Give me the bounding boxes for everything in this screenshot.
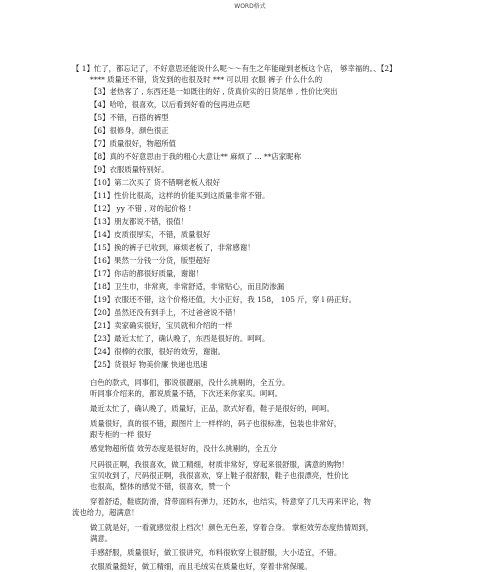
list-item: 【16】果然一分钱一分货，版型超好 [90, 256, 211, 265]
list-item: 【24】很棒的衣服，很好的效劳，谢谢。 [90, 347, 226, 356]
review-line: 衣服质量挺好，做工精细，而且毛绒实在质量也好，穿着非常保暖。 [90, 562, 312, 571]
list-item: 【4】哈哈，很喜欢，以后看到好看的包再进点吧 [90, 100, 250, 109]
list-item: 【8】真的不好意思由于我的粗心大意让** 麻烦了 ... **店家昵称 [90, 152, 301, 161]
list-item: 【14】皮质很厚实，不错，质量很好 [90, 230, 211, 239]
list-item: 【7】质量很好，物超所值 [90, 139, 177, 148]
list-item: 【5】不错，百搭的裤型 [90, 113, 169, 122]
list-item: 【23】最近太忙了，确认晚了，东西是很好的。呵呵。 [90, 334, 270, 343]
review-line: 也很高，整体的感觉不错，很喜欢，赞一个 [90, 482, 231, 491]
review-line: 做工就是好，一看就感觉很上档次！颜色无色差，穿着合身。 掌柜效劳态度热情周到， [90, 523, 374, 532]
review-line: 听同事介绍来的，都说质量不错，下次还来你家买。呵呵。 [90, 389, 283, 398]
list-item: 【19】衣服还不错，这个价格还值，大小正好，我 158， 105 斤，穿 l 码正好。 [90, 295, 357, 304]
review-line: 尺码很正啊，我很喜欢，做工精细，材质非常好，穿起来很舒服，满意的购物！ [90, 460, 349, 469]
review-line: 质量很好，真的很不错，跟图片上一样样的，码子也很标准，包装也非常好， [90, 419, 342, 428]
list-item: 【3】老热客了 , 东西还是一如既往的好 , 货真价实的日货尾单 , 性价比突出 [90, 87, 338, 96]
review-line: 流也给力，超满意！ [72, 508, 139, 517]
list-item: 【10】第二次买了 货不错啊老板人很好 [90, 178, 221, 187]
list-item: 【11】性价比很高，这样的价能买到这质量非常不错。 [90, 191, 270, 200]
list-item: 【15】换的裤子已收到，麻烦老板了，非常感谢！ [90, 243, 255, 252]
list-item: 【18】卫生巾，非常爽，非常舒适，非常贴心，而且防渗漏 [90, 282, 285, 291]
review-line: 白色的款式，同事们，都说很靓丽，没什么挑剔的，全五分。 [90, 378, 290, 387]
list-item: 【20】虽然还没有到手上，不过爸爸说不错！ [90, 308, 240, 317]
list-item: 【6】很修身，颜色很正 [90, 126, 169, 135]
list-item: 【12】 yy 不错 , 对的起价格 ! [90, 204, 192, 213]
review-line: 手感舒服，质量很好，做工很讲究，布料很软穿上很舒服，大小适宜，不错。 [90, 548, 342, 557]
list-item: 【9】衣服质量特别好。 [90, 165, 169, 174]
list-item: 【17】你店的都很好质量，谢谢！ [90, 269, 203, 278]
review-line: 穿着舒适，鞋底防滑，背带面料有弹力，还防水，也结实，特意穿了几天再来评论，物 [90, 497, 371, 506]
review-line: 宝贝收到了，尺码很正啊，我很喜欢，穿上鞋子很舒服，鞋子也很漂亮，性价比 [90, 471, 349, 480]
review-line: 感觉物超所值 效劳态度是很好的，没什么挑剔的，全五分 [90, 444, 278, 453]
review-line: 跟专柜的一样 很好 [90, 430, 152, 439]
intro-line-2: **** 质量还不错，货发到的也很及时 *** 可以用 衣服 裤子 什么什么的 [90, 75, 323, 84]
list-item: 【13】朋友都说不错，很值！ [90, 217, 189, 226]
page-header: WORD格式 [234, 3, 266, 10]
review-line: 最近太忙了，确认晚了，质量好，正品，款式好看，鞋子是很好的，呵呵。 [90, 404, 334, 413]
review-line: 满意。 [90, 534, 113, 543]
intro-line-1: 【 1】忙了，都忘记了，不好意思还能说什么呢～～有生之年能碰到老板这个店， 够幸福的。、【2】 [72, 64, 397, 73]
list-item: 【25】货很好 物美价廉 快递也迅速 [90, 360, 208, 369]
list-item: 【21】卖家确实很好，宝贝就和介绍的一样 [90, 321, 233, 330]
